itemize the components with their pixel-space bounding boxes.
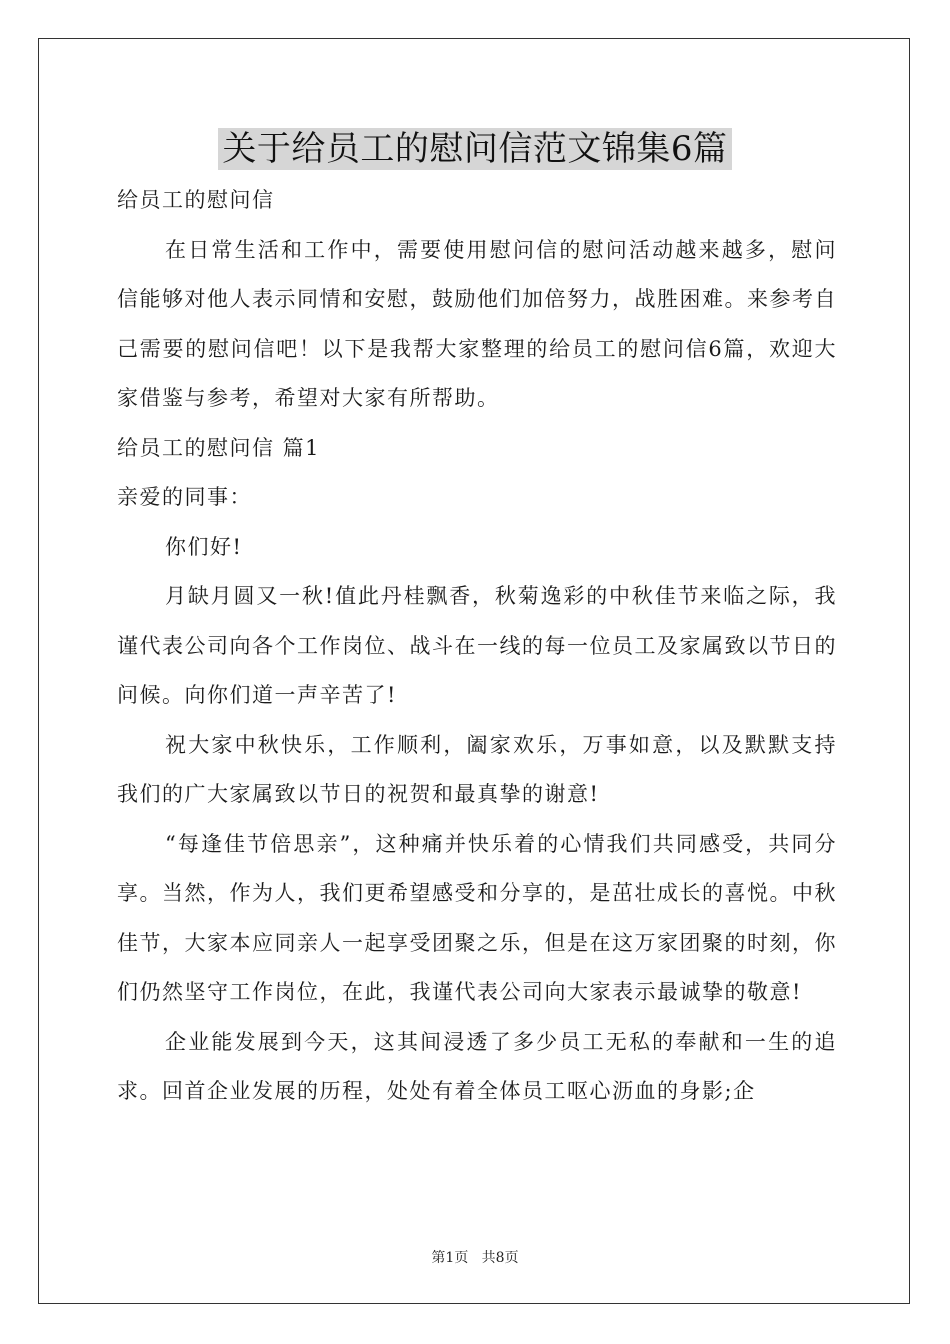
document-title: 关于给员工的慰问信范文锦集6篇 bbox=[218, 128, 731, 170]
section-heading: 给员工的慰问信 篇1 bbox=[117, 435, 321, 460]
paragraph-body: 企业能发展到今天，这其间浸透了多少员工无私的奉献和一生的追求。回首企业发展的历程，处处有着全体员工呕心沥血的身影;企 bbox=[117, 1029, 837, 1103]
greeting: 你们好! bbox=[165, 534, 243, 559]
paragraph-heading: 给员工的慰问信 bbox=[117, 188, 275, 212]
salutation: 亲爱的同事： bbox=[117, 485, 252, 509]
paragraph-body: 月缺月圆又一秋!值此丹桂飘香，秋菊逸彩的中秋佳节来临之际，我谨代表公司向各个工作岗位、战斗在一线的每一位员工及家属致以节日的问候。向你们道一声辛苦了! bbox=[117, 584, 837, 707]
paragraph-intro: 在日常生活和工作中，需要使用慰问信的慰问活动越来越多，慰问信能够对他人表示同情和安慰，鼓励他们加倍努力，战胜困难。来参考自己需要的慰问信吧！以下是我帮大家整理的给员工的慰问信6篇，欢迎大家借鉴与参考，希望对大家有所帮助。 bbox=[117, 237, 837, 410]
paragraph-body: “每逢佳节倍思亲”，这种痛并快乐着的心情我们共同感受，共同分享。当然，作为人，我们更希望感受和分享的，是茁壮成长的喜悦。中秋佳节，大家本应同亲人一起享受团聚之乐，但是在这万家团聚的时刻，你们仍然坚守工作岗位，在此，我谨代表公司向大家表示最诚挚的敬意! bbox=[117, 831, 837, 1004]
document-body bbox=[117, 176, 837, 1117]
page-number-footer: 第1页 共8页 bbox=[431, 1250, 519, 1266]
title-container bbox=[0, 128, 950, 170]
paragraph-body: 祝大家中秋快乐，工作顺利，阖家欢乐，万事如意，以及默默支持我们的广大家属致以节日的祝贺和最真挚的谢意! bbox=[117, 732, 837, 806]
